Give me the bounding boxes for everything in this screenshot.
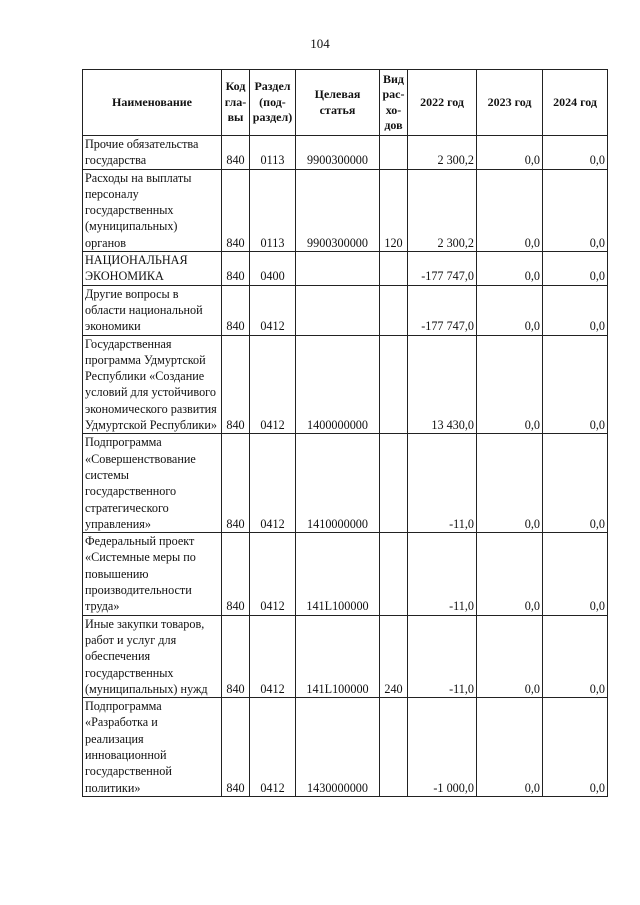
table-row (83, 698, 608, 797)
cell-expense (380, 533, 408, 615)
table-row (83, 335, 608, 434)
cell-y2022: 13 430,0 (408, 335, 477, 434)
cell-y2022: -11,0 (408, 615, 477, 697)
cell-y2023: 0,0 (477, 285, 543, 335)
cell-code: 840 (222, 169, 250, 251)
cell-name: Подпрограмма «Разработка и реализация инновационной государственной политики» (83, 698, 222, 797)
cell-expense (380, 335, 408, 434)
cell-code: 840 (222, 335, 250, 434)
header-target: Целевая статья (296, 70, 380, 136)
cell-y2023: 0,0 (477, 615, 543, 697)
cell-name: Другие вопросы в области национальной экономики (83, 285, 222, 335)
cell-code: 840 (222, 252, 250, 286)
table-row (83, 533, 608, 615)
cell-y2022: -177 747,0 (408, 285, 477, 335)
header-expense-type: Вид рас-хо-дов (380, 70, 408, 136)
table-row (83, 252, 608, 286)
cell-expense (380, 698, 408, 797)
cell-y2022: -177 747,0 (408, 252, 477, 286)
cell-section: 0412 (250, 434, 296, 533)
table-body (83, 136, 608, 797)
cell-y2024: 0,0 (543, 698, 608, 797)
cell-expense (380, 285, 408, 335)
table-row (83, 615, 608, 697)
cell-section: 0113 (250, 169, 296, 251)
header-2024: 2024 год (543, 70, 608, 136)
cell-code: 840 (222, 533, 250, 615)
cell-expense: 240 (380, 615, 408, 697)
cell-y2024: 0,0 (543, 533, 608, 615)
cell-target (296, 252, 380, 286)
cell-y2022: -1 000,0 (408, 698, 477, 797)
table-row (83, 434, 608, 533)
cell-section: 0113 (250, 136, 296, 170)
cell-y2022: 2 300,2 (408, 136, 477, 170)
cell-code: 840 (222, 136, 250, 170)
cell-target: 9900300000 (296, 169, 380, 251)
cell-target: 9900300000 (296, 136, 380, 170)
cell-section: 0412 (250, 615, 296, 697)
cell-y2023: 0,0 (477, 698, 543, 797)
cell-name: НАЦИОНАЛЬНАЯ ЭКОНОМИКА (83, 252, 222, 286)
cell-y2023: 0,0 (477, 533, 543, 615)
cell-y2024: 0,0 (543, 615, 608, 697)
header-name: Наименование (83, 70, 222, 136)
cell-y2022: 2 300,2 (408, 169, 477, 251)
table-row (83, 169, 608, 251)
cell-expense: 120 (380, 169, 408, 251)
cell-y2023: 0,0 (477, 434, 543, 533)
cell-y2024: 0,0 (543, 136, 608, 170)
cell-section: 0412 (250, 698, 296, 797)
cell-y2022: -11,0 (408, 434, 477, 533)
cell-y2024: 0,0 (543, 335, 608, 434)
cell-section: 0412 (250, 285, 296, 335)
header-code: Код гла-вы (222, 70, 250, 136)
cell-code: 840 (222, 285, 250, 335)
cell-code: 840 (222, 698, 250, 797)
cell-target (296, 285, 380, 335)
header-2022: 2022 год (408, 70, 477, 136)
cell-y2023: 0,0 (477, 136, 543, 170)
cell-expense (380, 136, 408, 170)
header-2023: 2023 год (477, 70, 543, 136)
cell-name: Подпрограмма «Совершенствование системы государственного стратегического управления» (83, 434, 222, 533)
cell-y2023: 0,0 (477, 252, 543, 286)
cell-y2024: 0,0 (543, 169, 608, 251)
cell-target: 1430000000 (296, 698, 380, 797)
cell-y2023: 0,0 (477, 335, 543, 434)
cell-code: 840 (222, 615, 250, 697)
cell-name: Расходы на выплаты персоналу государственных (муниципальных) органов (83, 169, 222, 251)
cell-y2024: 0,0 (543, 434, 608, 533)
cell-y2023: 0,0 (477, 169, 543, 251)
cell-section: 0412 (250, 533, 296, 615)
cell-target: 1400000000 (296, 335, 380, 434)
table-row (83, 136, 608, 170)
budget-table (82, 69, 608, 797)
page-number: 104 (310, 36, 330, 51)
cell-name: Государственная программа Удмуртской Республики «Создание условий для устойчивого экономического развития Удмуртской Республики» (83, 335, 222, 434)
header-section: Раздел (под-раздел) (250, 70, 296, 136)
cell-target: 1410000000 (296, 434, 380, 533)
table-header-row (83, 70, 608, 136)
cell-name: Федеральный проект «Системные меры по повышению производительности труда» (83, 533, 222, 615)
cell-y2024: 0,0 (543, 252, 608, 286)
cell-section: 0400 (250, 252, 296, 286)
cell-section: 0412 (250, 335, 296, 434)
cell-name: Прочие обязательства государства (83, 136, 222, 170)
cell-target: 141L100000 (296, 533, 380, 615)
cell-target: 141L100000 (296, 615, 380, 697)
cell-name: Иные закупки товаров, работ и услуг для обеспечения государственных (муниципальных) нужд (83, 615, 222, 697)
cell-expense (380, 252, 408, 286)
cell-expense (380, 434, 408, 533)
cell-y2022: -11,0 (408, 533, 477, 615)
table-row (83, 285, 608, 335)
cell-y2024: 0,0 (543, 285, 608, 335)
cell-code: 840 (222, 434, 250, 533)
